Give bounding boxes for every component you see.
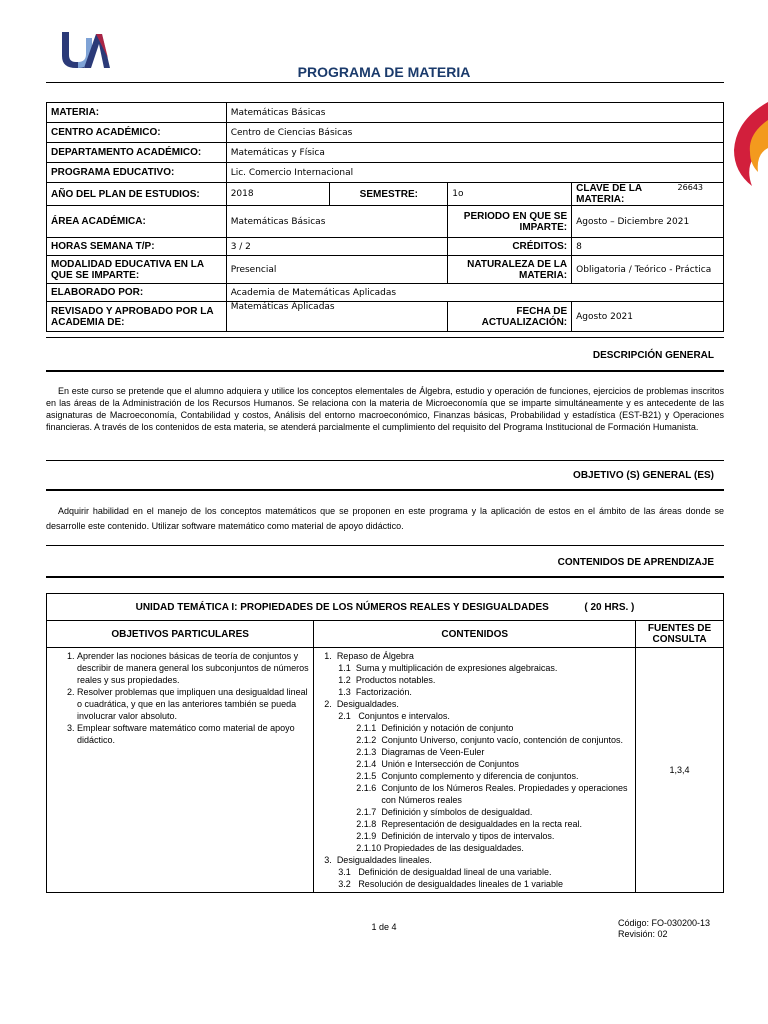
naturaleza-label: NATURALEZA DE LA MATERIA: (448, 256, 572, 284)
objetivo-text: Adquirir habilidad en el manejo de los conceptos matemáticos que se proponen en este programa y la aplicación de estos en el ámbito de las áreas donde se desarrolle este contenido. Utilizar software matemático como material de apoyo didáctico. (46, 506, 724, 531)
periodo-label: PERIODO EN QUE SE IMPARTE: (448, 206, 572, 238)
anio-value: 2018 (226, 183, 330, 206)
creditos-value: 8 (572, 238, 724, 256)
list-item: 2.1.10 Propiedades de las desigualdades. (356, 843, 524, 853)
section-divider (46, 370, 724, 372)
fuentes-header: FUENTES DE CONSULTA (636, 621, 724, 648)
document-code: Código: FO-030200-13 (618, 918, 711, 928)
objetivos-list (51, 650, 309, 746)
objetivos-header: OBJETIVOS PARTICULARES (47, 621, 314, 648)
list-item: 2.1.2 Conjunto Universo, conjunto vacío, contención de conjuntos. (356, 735, 623, 745)
unit-title-row (47, 594, 724, 621)
list-item: 3. Emplear software matemático como material de apoyo didáctico. (77, 722, 309, 746)
list-item: 3. Desigualdades lineales. (324, 855, 432, 865)
elaborado-label: ELABORADO POR: (47, 284, 227, 302)
list-item: 1.1 Suma y multiplicación de expresiones algebraicas. (338, 663, 558, 673)
revisado-label: REVISADO Y APROBADO POR LA ACADEMIA DE: (47, 302, 227, 332)
descripcion-text: En este curso se pretende que el alumno adquiera y utilice los conceptos elementales de Álgebra, estudio y operación de funciones, ejercicios de problemas inscritos en las áreas de la Administración de los Recursos Humanos. Se relaciona con la materia de Microeconomía que se imparte simultáneamente y es antecedente de las asignaturas de Macroeconomía, Contabilidad y costos, Análisis del entorno macroeconómico, Finanzas básicas, Probabilidad y estadística (EST-B21) y Operaciones financieras. A través de los contenidos de esta materia, se atenderá parcialmente el cumplimiento del requisito del Programa Institucional de Formación Humanista. (46, 386, 724, 432)
unit-hours: ( 20 HRS. ) (584, 601, 635, 613)
clave-label: CLAVE DE LA MATERIA: (576, 183, 642, 205)
list-item: 2. Desigualdades. (324, 699, 399, 709)
list-item: 1.2 Productos notables. (338, 675, 436, 685)
centro-value: Centro de Ciencias Básicas (226, 123, 723, 143)
section-divider (46, 489, 724, 491)
list-item: 2.1.3 Diagramas de Veen-Euler (356, 747, 485, 757)
section-divider (46, 576, 724, 578)
section-divider (46, 337, 724, 338)
course-info-table (46, 102, 724, 332)
page-title: PROGRAMA DE MATERIA (297, 64, 471, 80)
programa-label: PROGRAMA EDUCATIVO: (47, 163, 227, 183)
horas-value: 3 / 2 (226, 238, 448, 256)
objetivo-heading: OBJETIVO (S) GENERAL (ES) (573, 470, 714, 481)
descripcion-heading: DESCRIPCIÓN GENERAL (592, 350, 714, 361)
elaborado-value: Academia de Matemáticas Aplicadas (226, 284, 723, 302)
periodo-value: Agosto – Diciembre 2021 (572, 206, 724, 238)
area-value: Matemáticas Básicas (226, 206, 448, 238)
list-item: 2.1.1 Definición y notación de conjunto (356, 723, 514, 733)
list-item: 2.1.6 Conjunto de los Números Reales. Propiedades y operaciones con Números reales (356, 783, 628, 805)
centro-label: CENTRO ACADÉMICO: (47, 123, 227, 143)
anio-label: AÑO DEL PLAN DE ESTUDIOS: (47, 183, 227, 206)
area-label: ÁREA ACADÉMICA: (47, 206, 227, 238)
contenidos-list (314, 648, 636, 893)
unit-table (46, 593, 724, 893)
list-item: 2.1.8 Representación de desigualdades en la recta real. (356, 819, 582, 829)
contenidos-header: CONTENIDOS (314, 621, 636, 648)
fecha-value: Agosto 2021 (572, 302, 724, 332)
list-item: 2.1.5 Conjunto complemento y diferencia de conjuntos. (356, 771, 579, 781)
contenidos-heading: CONTENIDOS DE APRENDIZAJE (557, 557, 714, 568)
programa-value: Lic. Comercio Internacional (226, 163, 723, 183)
list-item: 2.1 Conjuntos e intervalos. (338, 711, 450, 721)
list-item: 2.1.4 Unión e Intersección de Conjuntos (356, 759, 519, 769)
modalidad-label: MODALIDAD EDUCATIVA EN LA QUE SE IMPARTE: (47, 256, 227, 284)
materia-value: Matemáticas Básicas (226, 103, 723, 123)
revisado-value: Matemáticas Aplicadas (226, 302, 448, 332)
list-item: 3.1 Definición de desigualdad lineal de una variable. (338, 867, 552, 877)
list-item: 2.1.7 Definición y símbolos de desigualdad. (356, 807, 533, 817)
materia-label: MATERIA: (47, 103, 227, 123)
unit-title: UNIDAD TEMÁTICA I: PROPIEDADES DE LOS NÚMEROS REALES Y DESIGUALDADES (135, 601, 549, 613)
title-divider (46, 82, 724, 83)
list-item: 1.3 Factorización. (338, 687, 412, 697)
depto-value: Matemáticas y Física (226, 143, 723, 163)
list-item: 2.1.9 Definición de intervalo y tipos de intervalos. (356, 831, 555, 841)
flame-decoration-icon (728, 100, 768, 190)
document-revision: Revisión: 02 (618, 929, 668, 939)
list-item: 3.2 Resolución de desigualdades lineales de 1 variable (338, 879, 563, 889)
section-divider (46, 545, 724, 546)
modalidad-value: Presencial (226, 256, 448, 284)
section-divider (46, 460, 724, 461)
semestre-label: SEMESTRE: (330, 183, 448, 206)
creditos-label: CRÉDITOS: (448, 238, 572, 256)
horas-label: HORAS SEMANA T/P: (47, 238, 227, 256)
list-item: 1. Repaso de Álgebra (324, 651, 414, 661)
fecha-label: FECHA DE ACTUALIZACIÓN: (448, 302, 572, 332)
page-number: 1 de 4 (371, 922, 397, 932)
naturaleza-value: Obligatoria / Teórico - Práctica (572, 256, 724, 284)
depto-label: DEPARTAMENTO ACADÉMICO: (47, 143, 227, 163)
list-item: 1. Aprender las nociones básicas de teoría de conjuntos y describir de manera general los subconjuntos de números reales y sus propiedades. (77, 650, 309, 686)
semestre-value: 1o (448, 183, 572, 206)
clave-value: 26643 (677, 183, 703, 192)
list-item: 2. Resolver problemas que impliquen una desigualdad lineal o cuadrática, y que en las anteriores también se pueda involucrar valor absoluto. (77, 686, 309, 722)
fuentes-value: 1,3,4 (636, 648, 724, 893)
